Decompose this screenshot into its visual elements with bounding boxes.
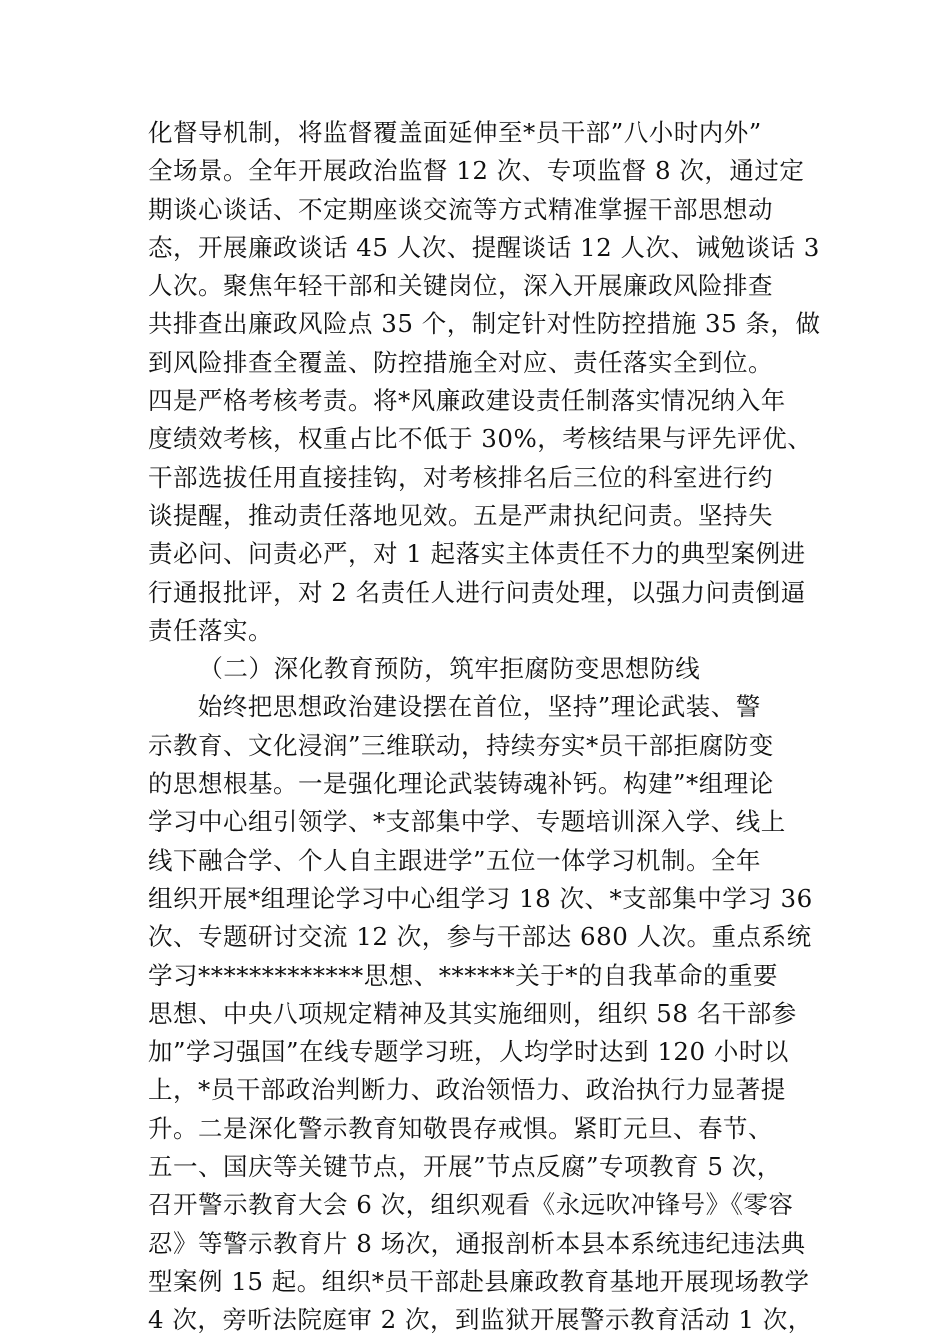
text-line: 共排查出廉政风险点 35 个，制定针对性防控措施 35 条，做 xyxy=(148,309,821,339)
text-line: 责必问、问责必严，对 1 起落实主体责任不力的典型案例进 xyxy=(148,539,806,569)
text-line: 人次。聚焦年轻干部和关键岗位，深入开展廉政风险排查 xyxy=(148,271,773,301)
body-text xyxy=(148,114,821,1340)
text-line: 四是严格考核考责。将*风廉政建设责任制落实情况纳入年 xyxy=(148,386,786,416)
text-line: 期谈心谈话、不定期座谈交流等方式精准掌握干部思想动 xyxy=(148,194,773,224)
text-line: 化督导机制，将监督覆盖面延伸至*员干部”八小时内外” xyxy=(148,118,762,147)
text-line: 责任落实。 xyxy=(148,615,273,645)
section-heading: （二）深化教育预防，筑牢拒腐防变思想防线 xyxy=(148,654,701,684)
text-line: 加”学习强国”在线专题学习班，人均学时达到 120 小时以 xyxy=(148,1037,789,1067)
text-line: 五一、国庆等关键节点，开展”节点反腐”专项教育 5 次， xyxy=(148,1152,782,1182)
text-line: 谈提醒，推动责任落地见效。五是严肃执纪问责。坚持失 xyxy=(148,500,773,530)
text-line: 召开警示教育大会 6 次，组织观看《永远吹冲锋号》《零容 xyxy=(148,1190,794,1220)
text-line: 型案例 15 起。组织*员干部赴县廉政教育基地开展现场教学 xyxy=(148,1266,810,1296)
text-line: 学习中心组引领学、*支部集中学、专题培训深入学、线上 xyxy=(148,807,786,837)
text-line: 学习*************思想、******关于*的自我革命的重要 xyxy=(148,960,778,990)
text-line: 组织开展*组理论学习中心组学习 18 次、*支部集中学习 36 xyxy=(148,883,813,913)
text-line: 上，*员干部政治判断力、政治领悟力、政治执行力显著提 xyxy=(148,1075,786,1105)
text-line: 态，开展廉政谈话 45 人次、提醒谈话 12 人次、诫勉谈话 3 xyxy=(148,232,820,262)
text-line: 次、专题研讨交流 12 次，参与干部达 680 人次。重点系统 xyxy=(148,922,812,952)
text-line: 始终把思想政治建设摆在首位，坚持”理论武装、警 xyxy=(148,692,761,722)
text-line: 干部选拔任用直接挂钩，对考核排名后三位的科室进行约 xyxy=(148,462,773,492)
text-line: 示教育、文化浸润”三维联动，持续夯实*员干部拒腐防变 xyxy=(148,730,774,760)
text-line: 升。二是深化警示教育知敬畏存戒惧。紧盯元旦、春节、 xyxy=(148,1113,773,1143)
text-line: 4 次，旁听法院庭审 2 次，到监狱开展警示教育活动 1 次， xyxy=(148,1305,813,1335)
text-line: 的思想根基。一是强化理论武装铸魂补钙。构建”*组理论 xyxy=(148,769,774,799)
text-line: 忍》等警示教育片 8 场次，通报剖析本县本系统违纪违法典 xyxy=(148,1228,806,1258)
text-line: 线下融合学、个人自主跟进学”五位一体学习机制。全年 xyxy=(148,845,762,875)
text-line: 思想、中央八项规定精神及其实施细则，组织 58 名干部参 xyxy=(148,998,797,1028)
text-line: 全场景。全年开展政治监督 12 次、专项监督 8 次，通过定 xyxy=(148,156,805,186)
text-line: 行通报批评，对 2 名责任人进行问责处理，以强力问责倒逼 xyxy=(148,577,806,607)
text-line: 度绩效考核，权重占比不低于 30%，考核结果与评先评优、 xyxy=(148,424,813,454)
text-line: 到风险排查全覆盖、防控措施全对应、责任落实全到位。 xyxy=(148,347,773,377)
